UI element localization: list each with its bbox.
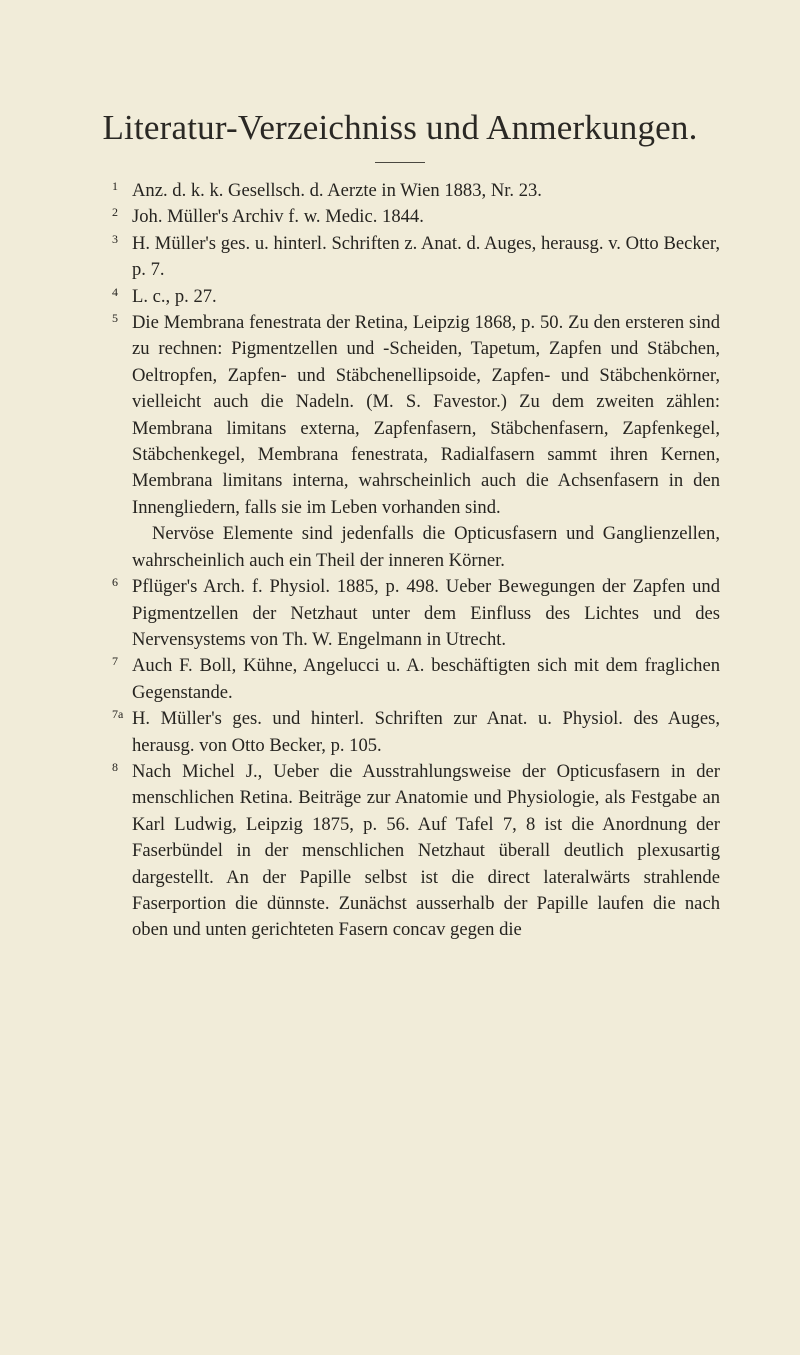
note-number: 2 xyxy=(112,205,118,220)
note-number: 6 xyxy=(112,575,118,590)
note-number: 1 xyxy=(112,179,118,193)
note-number: 7a xyxy=(112,707,124,722)
page-title: Literatur-Verzeichniss und Anmerkungen. xyxy=(102,108,698,147)
note-text: L. c., p. 27. xyxy=(132,285,217,307)
note-6 xyxy=(112,574,720,653)
note-5-continuation xyxy=(112,521,720,574)
note-text: Joh. Müller's Archiv f. w. Medic. 1844. xyxy=(132,206,424,228)
notes-list xyxy=(112,178,720,944)
note-text: Die Membrana fenestrata der Retina, Leipzig 1868, p. 50. Zu den ersteren sind zu rechnen: Pigmentzellen und -Scheiden, Tapetum, Zapfen und Stäbchen, Oeltropfen, Zapfen- und Stäbchenellipsoide, Zapfen- und Stäbchenkörner, vielleicht auch die Nadeln. (M. S. Favestor.) Zu dem zweiten zählen: Membrana limitans externa, Zapfenfasern, Stäbchenfasern, Zapfenkegel, Stäbchenkegel, Membrana fenestrata, Radialfasern sammt ihren Kernen, Membrana limitans interna, wahrscheinlich auch die Achsenfasern in den Innengliedern, falls sie im Leben vorhanden sind. xyxy=(132,312,720,518)
note-number: 3 xyxy=(112,231,118,246)
note-number: 7 xyxy=(112,654,118,669)
note-number: 8 xyxy=(112,759,118,774)
title-divider xyxy=(375,162,425,163)
note-2 xyxy=(112,204,720,230)
note-text: H. Müller's ges. u. hinterl. Schriften z. Anat. d. Auges, herausg. v. Otto Becker, p. 7. xyxy=(132,232,720,281)
note-text: H. Müller's ges. und hinterl. Schriften zur Anat. u. Physiol. des Auges, herausg. von Otto Becker, p. 105. xyxy=(132,708,720,756)
note-text: Nach Michel J., Ueber die Ausstrahlungsweise der Opticusfasern in der menschlichen Retina. Beiträge zur Anatomie und Physiologie, als Festgabe an Karl Ludwig, Leipzig 1875, p. 56. Auf Tafel 7, 8 ist die Anordnung der Faserbündel in der menschlichen Netzhaut überall deutlich plexusartig dargestellt. An der Papille selbst ist die direct lateralwärts strahlende Faserportion die dünnste. Zunächst ausserhalb der Papille laufen die nach oben und unten gerichteten Fasern concav gegen die xyxy=(132,760,720,941)
note-text: Auch F. Boll, Kühne, Angelucci u. A. beschäftigten sich mit dem fraglichen Gegenstande. xyxy=(132,655,720,703)
note-text: Anz. d. k. k. Gesellsch. d. Aerzte in Wien 1883, Nr. 23. xyxy=(132,180,542,201)
note-7 xyxy=(112,653,720,706)
note-5 xyxy=(112,310,720,521)
note-7a xyxy=(112,706,720,759)
note-4 xyxy=(112,284,720,310)
note-1 xyxy=(112,178,720,204)
note-number: 5 xyxy=(112,311,118,326)
note-8 xyxy=(112,759,720,944)
note-text: Pflüger's Arch. f. Physiol. 1885, p. 498. Ueber Bewegungen der Zapfen und Pigmentzellen der Netzhaut unter dem Einfluss des Lichtes und des Nervensystems von Th. W. Engelmann in Utrecht. xyxy=(132,576,720,650)
note-text: Nervöse Elemente sind jedenfalls die Opticusfasern und Ganglienzellen, wahrscheinlich auch ein Theil der inneren Körner. xyxy=(132,523,720,571)
note-3 xyxy=(112,231,720,284)
note-number: 4 xyxy=(112,284,118,299)
